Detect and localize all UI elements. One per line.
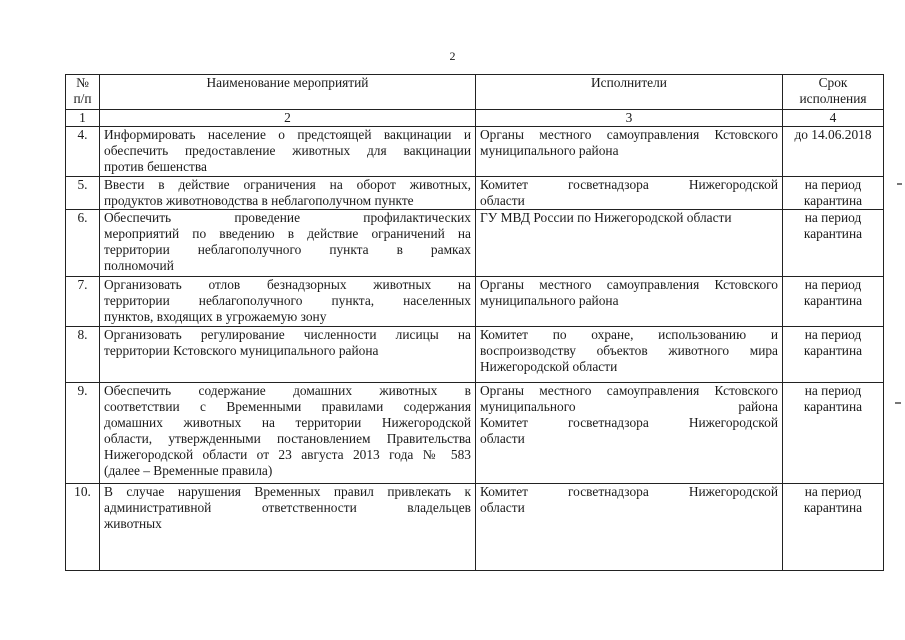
executors-cell-line: ГУ МВД России по Нижегородской области — [480, 210, 732, 225]
activity-cell-line: Обеспечить содержание домашних животных в — [104, 383, 471, 398]
table-row — [66, 327, 884, 383]
executors-cell-line: Комитет госветнадзора Нижегородской — [480, 415, 778, 430]
header-executors: Исполнители — [476, 75, 783, 110]
measures-table — [65, 74, 884, 571]
header-num: № п/п — [66, 75, 100, 110]
executors-cell — [476, 177, 783, 210]
row-number: 6. — [66, 210, 100, 277]
scan-mark — [895, 402, 901, 404]
executors-cell-line: Органы местного самоуправления Кстовского — [480, 383, 778, 398]
activity-cell-line: мероприятий по введению в действие ограничений на — [104, 226, 471, 241]
activity-cell — [100, 484, 476, 571]
executors-cell-line: муниципального района — [480, 143, 619, 158]
activity-cell-line: продуктов животноводства в неблагополучном пункте — [104, 193, 414, 208]
table-row — [66, 484, 884, 571]
executors-cell-line: Комитет по охране, использованию и — [480, 327, 778, 342]
activity-cell-line: пунктов, входящих в угрожаемую зону — [104, 309, 327, 324]
activity-cell-line: Ввести в действие ограничения на оборот животных, — [104, 177, 471, 192]
row-number: 8. — [66, 327, 100, 383]
executors-cell-line: муниципального района — [480, 293, 619, 308]
activity-cell-line: полномочий — [104, 258, 174, 273]
activity-cell-line: (далее – Временные правила) — [104, 463, 273, 478]
executors-cell-line: Комитет госветнадзора Нижегородской — [480, 177, 778, 192]
executors-cell-line: воспроизводству объектов животного мира — [480, 343, 778, 358]
term-cell: на период карантина — [783, 210, 884, 277]
executors-cell — [476, 277, 783, 327]
executors-cell — [476, 484, 783, 571]
column-index: 3 — [476, 110, 783, 127]
term-cell: на период карантина — [783, 383, 884, 484]
header-activity: Наименование мероприятий — [100, 75, 476, 110]
activity-cell-line: административной ответственности владельцев — [104, 500, 471, 515]
column-index-row — [66, 110, 884, 127]
executors-cell — [476, 127, 783, 177]
column-index: 1 — [66, 110, 100, 127]
executors-cell-line: Комитет госветнадзора Нижегородской — [480, 484, 778, 499]
activity-cell-line: территории неблагополучного пункта в рамках — [104, 242, 471, 257]
activity-cell-line: Организовать регулирование численности лисицы на — [104, 327, 471, 342]
activity-cell — [100, 277, 476, 327]
activity-cell-line: Информировать население о предстоящей вакцинации и — [104, 127, 471, 142]
term-cell: на период карантина — [783, 277, 884, 327]
activity-cell-line: обеспечить предоставление животных для вакцинации — [104, 143, 471, 158]
table-body — [66, 127, 884, 571]
header-term: Срок исполнения — [783, 75, 884, 110]
activity-cell-line: против бешенства — [104, 159, 207, 174]
activity-cell-line: территории неблагополучного пункта, населенных — [104, 293, 471, 308]
row-number: 7. — [66, 277, 100, 327]
term-cell: на период карантина — [783, 177, 884, 210]
executors-cell-line: области — [480, 500, 525, 515]
activity-cell-line: животных — [104, 516, 162, 531]
activity-cell-line: территории Кстовского муниципального района — [104, 343, 379, 358]
table-row — [66, 210, 884, 277]
term-cell: до 14.06.2018 — [783, 127, 884, 177]
scan-mark — [897, 183, 902, 185]
activity-cell — [100, 127, 476, 177]
activity-cell-line: домашних животных на территории Нижегородской — [104, 415, 471, 430]
executors-cell — [476, 210, 783, 277]
executors-cell-line: области — [480, 193, 525, 208]
column-index: 2 — [100, 110, 476, 127]
column-index: 4 — [783, 110, 884, 127]
executors-cell-line: Органы местного самоуправления Кстовского — [480, 127, 778, 142]
row-number: 10. — [66, 484, 100, 571]
activity-cell-line: соответствии с Временными правилами содержания — [104, 399, 471, 414]
page-number: 2 — [449, 49, 456, 63]
executors-cell-line: области — [480, 431, 525, 446]
row-number: 5. — [66, 177, 100, 210]
executors-cell-line: Органы местного самоуправления Кстовского — [480, 277, 778, 292]
row-number: 9. — [66, 383, 100, 484]
table-row — [66, 383, 884, 484]
term-cell: на период карантина — [783, 327, 884, 383]
table-row — [66, 277, 884, 327]
table-row — [66, 127, 884, 177]
term-cell: на период карантина — [783, 484, 884, 571]
activity-cell — [100, 383, 476, 484]
activity-cell — [100, 210, 476, 277]
activity-cell — [100, 177, 476, 210]
table-row — [66, 177, 884, 210]
executors-cell-line: муниципального района — [480, 399, 778, 414]
executors-cell — [476, 383, 783, 484]
executors-cell-line: Нижегородской области — [480, 359, 618, 374]
activity-cell — [100, 327, 476, 383]
row-number: 4. — [66, 127, 100, 177]
activity-cell-line: области, утвержденными постановлением Правительства — [104, 431, 471, 446]
executors-cell — [476, 327, 783, 383]
activity-cell-line: Обеспечить проведение профилактических — [104, 210, 471, 225]
activity-cell-line: Организовать отлов безнадзорных животных на — [104, 277, 471, 292]
table-header-row — [66, 75, 884, 110]
activity-cell-line: Нижегородской области от 23 августа 2013 года № 583 — [104, 447, 471, 462]
activity-cell-line: В случае нарушения Временных правил привлекать к — [104, 484, 471, 499]
